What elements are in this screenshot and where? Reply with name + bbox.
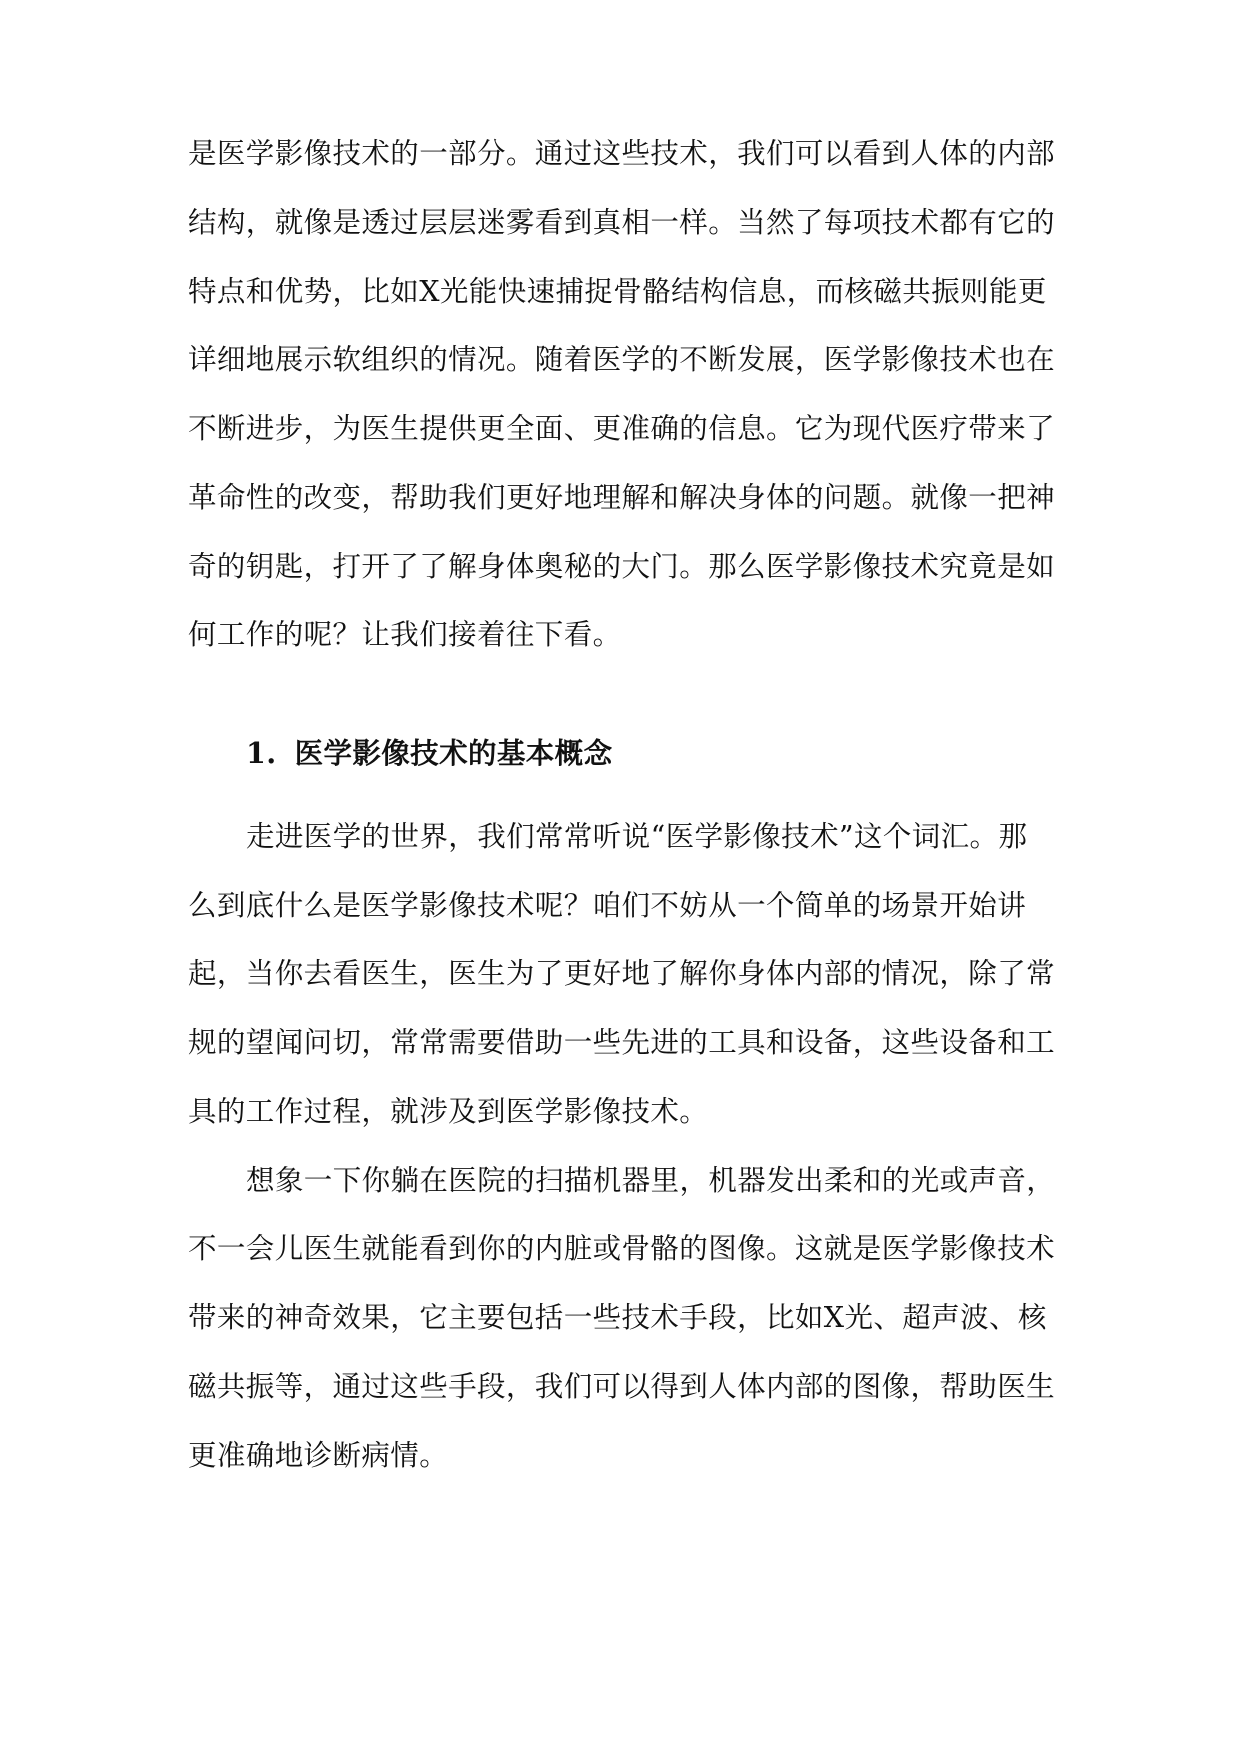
para3-line-4: 磁共振等，通过这些手段，我们可以得到人体内部的图像，帮助医生 [188, 1370, 1056, 1403]
intro-line-6: 革命性的改变，帮助我们更好地理解和解决身体的问题。就像一把神 [188, 481, 1056, 514]
intro-line-2: 结构，就像是透过层层迷雾看到真相一样。当然了每项技术都有它的 [188, 206, 1056, 239]
para2-line-1: 走进医学的世界，我们常常听说“医学影像技术”这个词汇。那 [246, 820, 1028, 853]
intro-line-7: 奇的钥匙，打开了了解身体奥秘的大门。那么医学影像技术究竟是如 [188, 550, 1056, 583]
section-title: 医学影像技术的基本概念 [294, 736, 613, 770]
para2-line-5: 具的工作过程，就涉及到医学影像技术。 [188, 1095, 709, 1128]
intro-line-4: 详细地展示软组织的情况。随着医学的不断发展，医学影像技术也在 [188, 343, 1056, 376]
para3-line-3: 带来的神奇效果，它主要包括一些技术手段，比如X光、超声波、核 [188, 1301, 1047, 1334]
para2-line-3: 起，当你去看医生，医生为了更好地了解你身体内部的情况，除了常 [188, 957, 1056, 990]
intro-line-8: 何工作的呢？让我们接着往下看。 [188, 618, 622, 651]
para3-line-1: 想象一下你躺在医院的扫描机器里，机器发出柔和的光或声音， [246, 1164, 1056, 1197]
intro-line-1: 是医学影像技术的一部分。通过这些技术，我们可以看到人体的内部 [188, 137, 1056, 170]
para3-line-5: 更准确地诊断病情。 [188, 1439, 449, 1472]
para3-line-2: 不一会儿医生就能看到你的内脏或骨骼的图像。这就是医学影像技术 [188, 1232, 1056, 1265]
section-heading [246, 733, 612, 773]
intro-line-5: 不断进步，为医生提供更全面、更准确的信息。它为现代医疗带来了 [188, 412, 1056, 445]
para2-line-4: 规的望闻问切，常常需要借助一些先进的工具和设备，这些设备和工 [188, 1026, 1056, 1059]
intro-line-3: 特点和优势，比如X光能快速捕捉骨骼结构信息，而核磁共振则能更 [188, 275, 1047, 308]
para2-line-2: 么到底什么是医学影像技术呢？咱们不妨从一个简单的场景开始讲 [188, 889, 1027, 922]
section-number: 1. [246, 736, 277, 770]
